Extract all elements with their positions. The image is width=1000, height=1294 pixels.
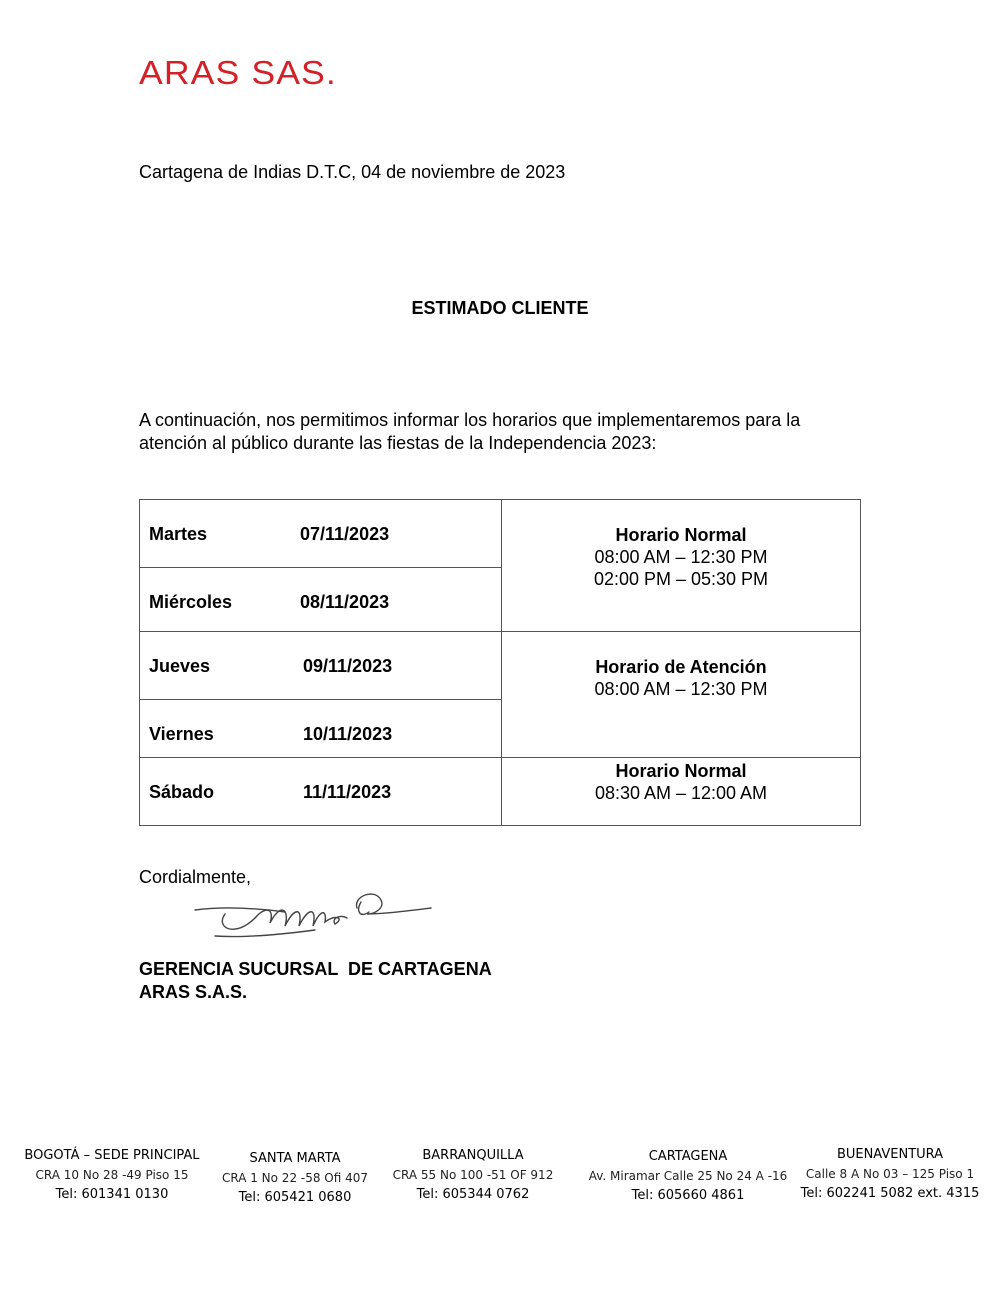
table-row — [140, 632, 502, 700]
closing-text: Cordialmente, — [139, 867, 252, 887]
schedule-hours: 08:00 AM – 12:30 PM — [594, 679, 768, 699]
date-label: 07/11/2023 — [300, 524, 390, 544]
office-phone: Tel: 602241 5082 ext. 4315 — [800, 1186, 980, 1201]
office-phone: Tel: 605344 0762 — [416, 1187, 530, 1202]
intro-line: atención al público durante las fiestas de la Independencia 2023: — [139, 433, 657, 453]
office-address: CRA 55 No 100 -51 OF 912 — [392, 1168, 554, 1182]
office-city: BARRANQUILLA — [422, 1148, 524, 1163]
table-row — [140, 500, 502, 568]
schedule-title: Horario Normal — [615, 761, 747, 781]
office-address: CRA 1 No 22 -58 Ofi 407 — [221, 1171, 369, 1185]
intro-paragraph — [139, 409, 869, 455]
office-phone: Tel: 605660 4861 — [631, 1188, 745, 1203]
office-address: Av. Miramar Calle 25 No 24 A -16 — [588, 1169, 788, 1183]
table-row — [140, 568, 502, 632]
office-address: Calle 8 A No 03 – 125 Piso 1 — [805, 1167, 975, 1181]
signer-block — [139, 958, 492, 1004]
schedule-table — [139, 499, 861, 826]
date-label: 11/11/2023 — [303, 782, 392, 802]
schedule-title: Horario de Atención — [595, 657, 767, 677]
day-label: Martes — [149, 524, 208, 544]
office-city: BUENAVENTURA — [836, 1147, 944, 1162]
office-city: BOGOTÁ – SEDE PRINCIPAL — [24, 1148, 200, 1163]
footer-office — [18, 1146, 206, 1205]
date-line: Cartagena de Indias D.T.C, 04 de noviembre de 2023 — [139, 162, 566, 182]
schedule-hours: 08:00 AM – 12:30 PM — [594, 547, 768, 567]
schedule-group — [502, 632, 861, 758]
office-phone: Tel: 601341 0130 — [55, 1187, 169, 1202]
signer-company: ARAS S.A.S. — [139, 982, 248, 1002]
office-phone: Tel: 605421 0680 — [238, 1190, 352, 1205]
office-city: SANTA MARTA — [249, 1151, 341, 1166]
day-label: Miércoles — [149, 592, 233, 612]
footer-office — [388, 1146, 558, 1205]
salutation: ESTIMADO CLIENTE — [411, 298, 589, 318]
intro-line: A continuación, nos permitimos informar los horarios que implementaremos para la — [139, 410, 801, 430]
signature-image — [185, 878, 435, 942]
office-address: CRA 10 No 28 -49 Piso 15 — [35, 1168, 189, 1182]
date-label: 08/11/2023 — [300, 592, 390, 612]
schedule-group — [502, 758, 861, 826]
schedule-hours: 02:00 PM – 05:30 PM — [593, 569, 769, 589]
date-label: 09/11/2023 — [303, 656, 393, 676]
table-row — [140, 758, 502, 826]
day-label: Viernes — [149, 724, 214, 744]
schedule-title: Horario Normal — [615, 525, 747, 545]
date-label: 10/11/2023 — [303, 724, 393, 744]
office-city: CARTAGENA — [648, 1149, 728, 1164]
footer-office — [798, 1145, 982, 1204]
company-logo: ARAS SAS. — [139, 54, 337, 91]
schedule-hours: 08:30 AM – 12:00 AM — [594, 783, 768, 803]
day-label: Sábado — [149, 782, 215, 802]
footer-office — [582, 1147, 794, 1206]
signer-title: GERENCIA SUCURSAL DE CARTAGENA — [139, 959, 492, 979]
footer-office — [220, 1149, 370, 1208]
table-row — [140, 700, 502, 758]
schedule-group — [502, 500, 861, 632]
day-label: Jueves — [149, 656, 211, 676]
